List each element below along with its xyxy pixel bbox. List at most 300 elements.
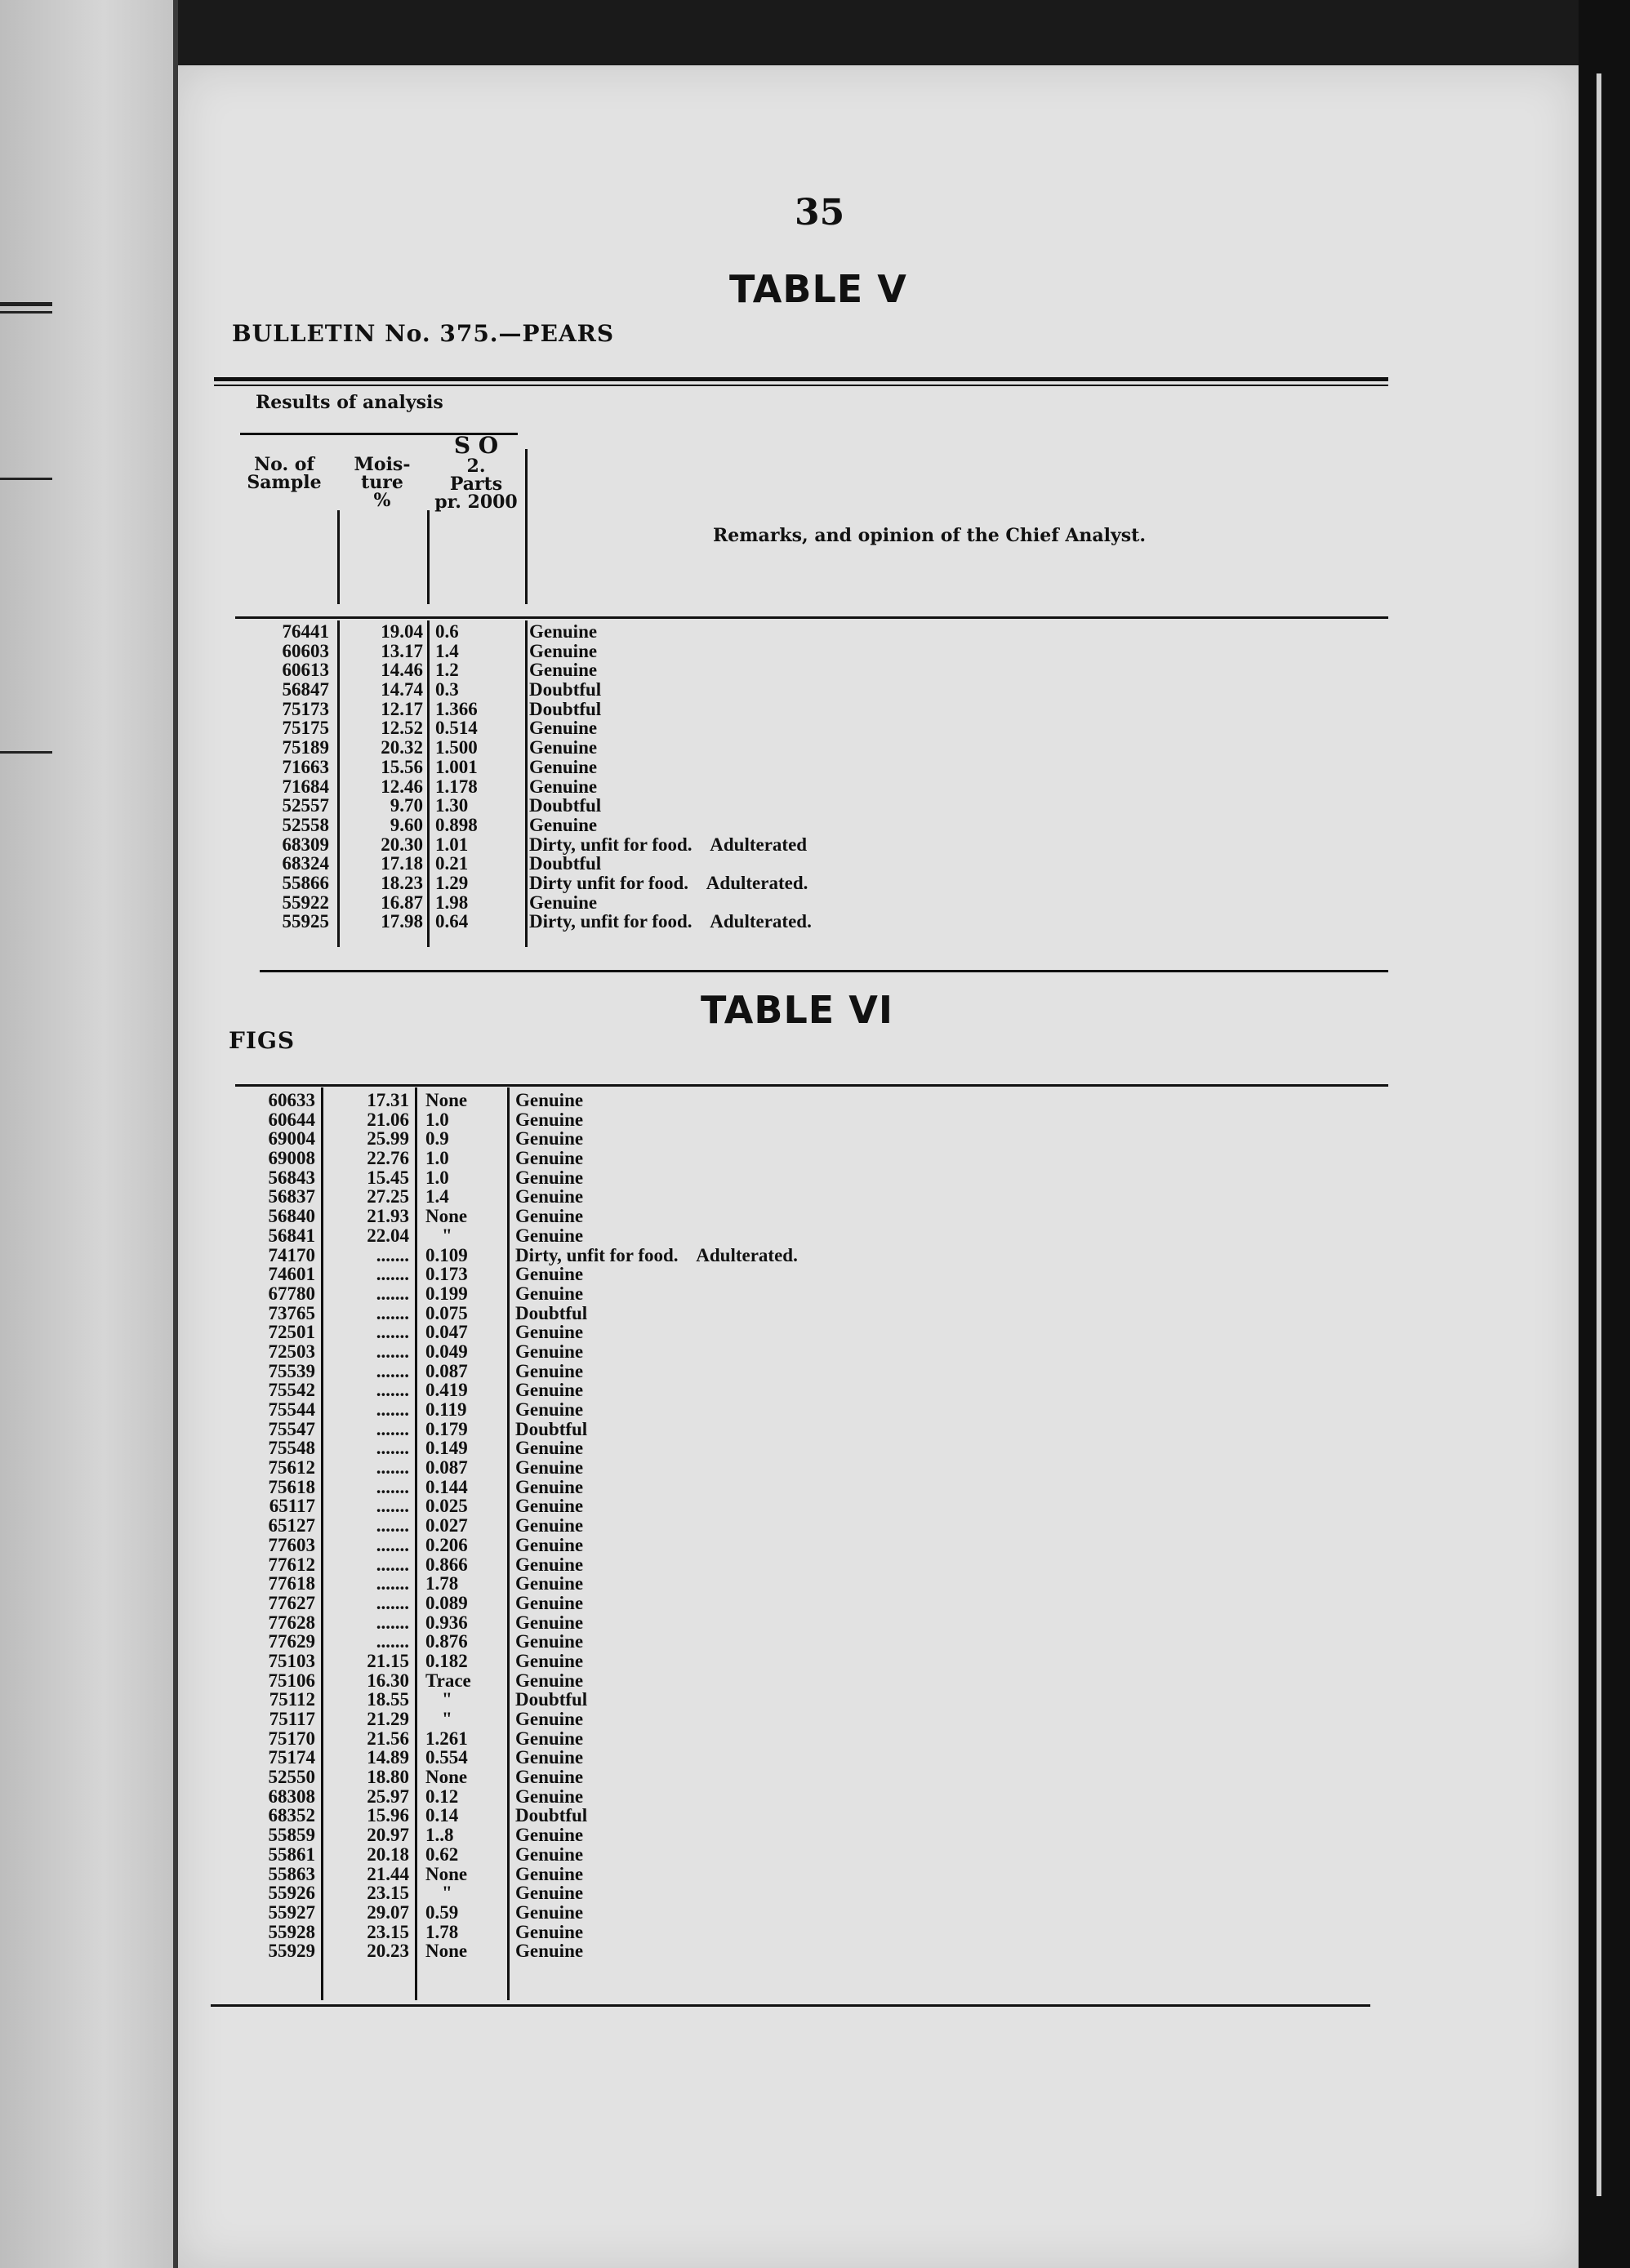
cell-sample-no: 60633 xyxy=(268,1090,315,1110)
col-header-text: pr. 2000 xyxy=(434,491,518,513)
table-vi-top-rule xyxy=(235,1084,1388,1087)
cell-so2: " xyxy=(442,1225,452,1246)
cell-sample-no: 74170 xyxy=(268,1244,315,1265)
cell-so2: 0.087 xyxy=(425,1360,468,1381)
cell-so2: 0.119 xyxy=(425,1399,467,1420)
cell-moisture: 12.52 xyxy=(381,718,423,739)
page xyxy=(178,65,1579,2268)
table-vi-body xyxy=(225,1091,1287,1961)
cell-sample-no: 75544 xyxy=(268,1399,315,1420)
cell-so2: 0.554 xyxy=(425,1747,468,1768)
table-v-bottom-rule xyxy=(260,970,1388,972)
cell-so2: 0.199 xyxy=(425,1283,468,1304)
cell-sample-no: 75539 xyxy=(268,1360,315,1381)
cell-so2: 0.179 xyxy=(425,1418,468,1439)
cell-remarks: Genuine xyxy=(515,1863,584,1884)
cell-remarks: Genuine xyxy=(515,1399,584,1420)
cell-sample-no: 55926 xyxy=(268,1883,315,1904)
cell-remarks: Genuine xyxy=(515,1225,584,1246)
cell-moisture: 13.17 xyxy=(381,640,423,661)
cell-moisture: 14.74 xyxy=(381,679,423,700)
cell-sample-no: 65117 xyxy=(269,1496,315,1517)
cell-remarks: Doubtful xyxy=(529,679,602,700)
cell-so2: 1.30 xyxy=(435,795,469,816)
table-row xyxy=(239,680,1301,700)
cell-sample-no: 56840 xyxy=(268,1206,315,1227)
cell-remarks: Genuine xyxy=(515,1283,584,1304)
table-row xyxy=(225,1594,1287,1613)
cell-moisture: 21.93 xyxy=(367,1206,409,1227)
cell-moisture: ....... xyxy=(376,1592,409,1613)
cell-remarks: Doubtful xyxy=(529,853,602,874)
cell-so2: 0.047 xyxy=(425,1322,468,1343)
table-row xyxy=(239,835,1301,855)
cell-remarks: Genuine xyxy=(515,1767,584,1788)
cell-sample-no: 75106 xyxy=(268,1670,315,1691)
cell-sample-no: 68309 xyxy=(282,834,329,855)
cell-so2: 1.78 xyxy=(425,1921,459,1942)
cell-moisture: 25.99 xyxy=(367,1128,409,1150)
cell-remarks: Genuine xyxy=(515,1322,584,1343)
cell-moisture: 9.70 xyxy=(390,795,423,816)
table-row xyxy=(225,1110,1287,1130)
left-page-rule xyxy=(0,302,52,306)
cell-sample-no: 77627 xyxy=(268,1592,315,1613)
cell-so2: 1.178 xyxy=(435,776,478,797)
table-row xyxy=(239,642,1301,661)
cell-remarks: Genuine xyxy=(529,737,598,758)
cell-sample-no: 55863 xyxy=(268,1863,315,1884)
cell-sample-no: 75548 xyxy=(268,1438,315,1459)
cell-remarks: Genuine xyxy=(515,1341,584,1362)
cell-so2: 0.866 xyxy=(425,1554,468,1575)
cell-remarks: Genuine xyxy=(529,814,598,835)
cell-so2: 1.500 xyxy=(435,737,478,758)
cell-so2: 0.6 xyxy=(435,621,459,642)
cell-moisture: 9.60 xyxy=(390,814,423,835)
table-row xyxy=(225,1690,1287,1710)
cell-moisture: 22.04 xyxy=(367,1225,409,1246)
table-row xyxy=(225,1458,1287,1478)
left-page-rule xyxy=(0,478,52,480)
cell-moisture: 21.29 xyxy=(367,1709,409,1729)
cell-sample-no: 75170 xyxy=(268,1728,315,1749)
cell-sample-no: 75542 xyxy=(268,1380,315,1401)
table-v-body xyxy=(239,622,1301,932)
col-header-text: Sample xyxy=(247,472,322,493)
cell-moisture: 23.15 xyxy=(367,1883,409,1904)
cell-so2: 0.173 xyxy=(425,1264,468,1285)
cell-remarks: Genuine xyxy=(515,1360,584,1381)
cell-moisture: 17.31 xyxy=(367,1090,409,1110)
cell-remarks: Dirty, unfit for food. Adulterated. xyxy=(515,1244,798,1265)
cell-so2: 0.109 xyxy=(425,1244,468,1265)
col-header-so2 xyxy=(431,434,521,511)
cell-moisture: 15.45 xyxy=(367,1167,409,1188)
cell-remarks: Genuine xyxy=(515,1515,584,1536)
cell-moisture: 18.80 xyxy=(367,1767,409,1788)
cell-so2: None xyxy=(425,1206,468,1227)
cell-remarks: Dirty, unfit for food. Adulterated. xyxy=(529,911,812,932)
cell-sample-no: 68324 xyxy=(282,853,329,874)
cell-so2: 0.3 xyxy=(435,679,459,700)
cell-remarks: Genuine xyxy=(515,1883,584,1904)
table-row xyxy=(225,1923,1287,1942)
cell-remarks: Genuine xyxy=(515,1921,584,1942)
cell-remarks: Genuine xyxy=(515,1670,584,1691)
table-row xyxy=(225,1091,1287,1110)
cell-moisture: ....... xyxy=(376,1283,409,1304)
table-row xyxy=(225,1246,1287,1265)
cell-sample-no: 77612 xyxy=(268,1554,315,1575)
cell-moisture: ....... xyxy=(376,1476,409,1497)
table-row xyxy=(225,1284,1287,1304)
cell-remarks: Genuine xyxy=(529,776,598,797)
results-header: Results of analysis xyxy=(256,392,443,413)
col-header-text: % xyxy=(373,490,391,511)
table-row xyxy=(225,1129,1287,1149)
cell-moisture: 23.15 xyxy=(367,1921,409,1942)
cell-so2: 0.182 xyxy=(425,1650,468,1671)
cell-moisture: ....... xyxy=(376,1496,409,1517)
cell-so2: Trace xyxy=(425,1670,471,1691)
table-row xyxy=(225,1420,1287,1439)
header-bottom-rule xyxy=(235,616,1388,619)
cell-moisture: ....... xyxy=(376,1612,409,1633)
table-v-subtitle: BULLETIN No. 375.—PEARS xyxy=(232,320,615,347)
table-row xyxy=(239,738,1301,758)
cell-sample-no: 60613 xyxy=(282,660,329,681)
cell-so2: 0.14 xyxy=(425,1805,459,1826)
table-row xyxy=(225,1265,1287,1284)
cell-remarks: Genuine xyxy=(529,621,598,642)
cell-remarks: Genuine xyxy=(515,1554,584,1575)
cell-so2: 0.049 xyxy=(425,1341,468,1362)
cell-remarks: Doubtful xyxy=(529,795,602,816)
table-v-title: TABLE V xyxy=(729,267,907,311)
cell-sample-no: 75618 xyxy=(268,1476,315,1497)
cell-so2: 0.025 xyxy=(425,1496,468,1517)
cell-remarks: Genuine xyxy=(529,660,598,681)
table-row xyxy=(239,718,1301,738)
table-row xyxy=(239,854,1301,874)
table-row xyxy=(239,912,1301,932)
cell-so2: 0.027 xyxy=(425,1515,468,1536)
cell-sample-no: 60603 xyxy=(282,640,329,661)
cell-moisture: 17.18 xyxy=(381,853,423,874)
table-row xyxy=(225,1226,1287,1246)
table-row xyxy=(239,816,1301,835)
cell-sample-no: 65127 xyxy=(268,1515,315,1536)
cell-moisture: 17.98 xyxy=(381,911,423,932)
table-row xyxy=(239,622,1301,642)
cell-sample-no: 71663 xyxy=(282,756,329,777)
table-row xyxy=(225,1806,1287,1826)
cell-sample-no: 72503 xyxy=(268,1341,315,1362)
cell-moisture: 27.25 xyxy=(367,1186,409,1207)
table-row xyxy=(225,1536,1287,1555)
cell-moisture: ....... xyxy=(376,1534,409,1555)
cell-moisture: 15.56 xyxy=(381,756,423,777)
table-row xyxy=(225,1941,1287,1961)
cell-remarks: Genuine xyxy=(515,1825,584,1846)
cell-moisture: ....... xyxy=(376,1264,409,1285)
table-row xyxy=(225,1187,1287,1207)
cell-moisture: 21.44 xyxy=(367,1863,409,1884)
cell-so2: 0.12 xyxy=(425,1785,459,1807)
table-row xyxy=(225,1632,1287,1652)
cell-remarks: Doubtful xyxy=(529,698,602,719)
cell-so2: " xyxy=(442,1709,452,1729)
cell-moisture: ....... xyxy=(376,1418,409,1439)
cell-remarks: Genuine xyxy=(515,1148,584,1169)
cell-sample-no: 55927 xyxy=(268,1901,315,1923)
cell-remarks: Genuine xyxy=(515,1090,584,1110)
col-header-text: Mois- xyxy=(354,454,411,475)
cell-moisture: 16.30 xyxy=(367,1670,409,1691)
cell-moisture: ....... xyxy=(376,1573,409,1594)
cell-remarks: Doubtful xyxy=(515,1418,588,1439)
column-divider xyxy=(337,510,340,604)
cell-remarks: Genuine xyxy=(515,1438,584,1459)
table-row xyxy=(225,1729,1287,1749)
cell-moisture: ....... xyxy=(376,1631,409,1652)
table-row xyxy=(225,1478,1287,1497)
cell-so2: 0.075 xyxy=(425,1302,468,1323)
cell-so2: 0.206 xyxy=(425,1534,468,1555)
cell-sample-no: 75547 xyxy=(268,1418,315,1439)
cell-so2: 0.64 xyxy=(435,911,469,932)
top-rule xyxy=(214,377,1388,381)
cell-sample-no: 75189 xyxy=(282,737,329,758)
cell-sample-no: 52550 xyxy=(268,1767,315,1788)
table-vi-title: TABLE VI xyxy=(701,988,893,1032)
cell-sample-no: 69008 xyxy=(268,1148,315,1169)
cell-remarks: Doubtful xyxy=(515,1805,588,1826)
cell-remarks: Genuine xyxy=(515,1264,584,1285)
table-row xyxy=(225,1439,1287,1458)
cell-so2: 1.0 xyxy=(425,1167,449,1188)
cell-moisture: 20.97 xyxy=(367,1825,409,1846)
cell-remarks: Genuine xyxy=(515,1941,584,1962)
cell-remarks: Genuine xyxy=(515,1785,584,1807)
cell-remarks: Genuine xyxy=(515,1573,584,1594)
cell-so2: 0.62 xyxy=(425,1843,459,1865)
page-edge-line xyxy=(1597,73,1601,2196)
cell-sample-no: 56841 xyxy=(268,1225,315,1246)
cell-moisture: ....... xyxy=(376,1341,409,1362)
cell-moisture: 18.55 xyxy=(367,1689,409,1710)
cell-so2: 1.2 xyxy=(435,660,459,681)
cell-remarks: Genuine xyxy=(515,1476,584,1497)
cell-moisture: 21.06 xyxy=(367,1109,409,1130)
table-vi-subtitle: FIGS xyxy=(229,1027,296,1054)
cell-sample-no: 55929 xyxy=(268,1941,315,1962)
top-rule xyxy=(214,385,1388,386)
cell-sample-no: 75173 xyxy=(282,698,329,719)
table-row xyxy=(225,1574,1287,1594)
table-row xyxy=(225,1865,1287,1884)
table-row xyxy=(225,1149,1287,1168)
cell-remarks: Genuine xyxy=(515,1457,584,1479)
table-row xyxy=(225,1342,1287,1362)
table-row xyxy=(225,1207,1287,1226)
cell-remarks: Genuine xyxy=(515,1496,584,1517)
cell-moisture: 20.18 xyxy=(367,1843,409,1865)
cell-moisture: 16.87 xyxy=(381,892,423,913)
cell-so2: 0.59 xyxy=(425,1901,459,1923)
cell-sample-no: 55925 xyxy=(282,911,329,932)
table-row xyxy=(225,1652,1287,1671)
left-page-edge xyxy=(0,0,173,2268)
cell-remarks: Genuine xyxy=(515,1167,584,1188)
cell-moisture: 18.23 xyxy=(381,872,423,893)
cell-moisture: 20.30 xyxy=(381,834,423,855)
table-row xyxy=(239,796,1301,816)
table-row xyxy=(239,758,1301,777)
cell-moisture: ....... xyxy=(376,1554,409,1575)
cell-sample-no: 55928 xyxy=(268,1921,315,1942)
cell-sample-no: 60644 xyxy=(268,1109,315,1130)
cell-so2: " xyxy=(442,1689,452,1710)
cell-moisture: ....... xyxy=(376,1457,409,1479)
cell-moisture: 22.76 xyxy=(367,1148,409,1169)
cell-sample-no: 75103 xyxy=(268,1650,315,1671)
cell-sample-no: 77603 xyxy=(268,1534,315,1555)
cell-sample-no: 76441 xyxy=(282,621,329,642)
cell-so2: 0.9 xyxy=(425,1128,449,1150)
cell-moisture: ....... xyxy=(376,1399,409,1420)
cell-moisture: 14.46 xyxy=(381,660,423,681)
cell-sample-no: 77628 xyxy=(268,1612,315,1633)
table-row xyxy=(225,1613,1287,1633)
cell-sample-no: 72501 xyxy=(268,1322,315,1343)
cell-moisture: ....... xyxy=(376,1302,409,1323)
table-row xyxy=(225,1883,1287,1903)
cell-moisture: 14.89 xyxy=(367,1747,409,1768)
cell-moisture: 15.96 xyxy=(367,1805,409,1826)
cell-sample-no: 55859 xyxy=(268,1825,315,1846)
cell-so2: 0.898 xyxy=(435,814,478,835)
table-row xyxy=(239,700,1301,719)
cell-so2: 1.0 xyxy=(425,1109,449,1130)
table-row xyxy=(225,1768,1287,1787)
table-row xyxy=(225,1845,1287,1865)
cell-so2: 0.144 xyxy=(425,1476,468,1497)
column-divider xyxy=(525,449,528,604)
cell-remarks: Dirty, unfit for food. Adulterated xyxy=(529,834,808,855)
table-row xyxy=(225,1671,1287,1691)
col-header-moisture xyxy=(337,456,427,509)
cell-so2: 0.876 xyxy=(425,1631,468,1652)
cell-so2: 0.936 xyxy=(425,1612,468,1633)
cell-remarks: Genuine xyxy=(515,1709,584,1729)
cell-sample-no: 77629 xyxy=(268,1631,315,1652)
cell-so2: 0.087 xyxy=(425,1457,468,1479)
cell-remarks: Genuine xyxy=(529,756,598,777)
cell-remarks: Genuine xyxy=(515,1534,584,1555)
cell-so2: 0.419 xyxy=(425,1380,468,1401)
cell-remarks: Genuine xyxy=(515,1650,584,1671)
col-header-text: ture xyxy=(361,472,403,493)
cell-moisture: 20.32 xyxy=(381,737,423,758)
table-row xyxy=(225,1516,1287,1536)
cell-moisture: ....... xyxy=(376,1244,409,1265)
table-row xyxy=(225,1710,1287,1729)
cell-moisture: 21.15 xyxy=(367,1650,409,1671)
cell-remarks: Genuine xyxy=(515,1612,584,1633)
cell-moisture: 29.07 xyxy=(367,1901,409,1923)
cell-sample-no: 67780 xyxy=(268,1283,315,1304)
cell-moisture: ....... xyxy=(376,1322,409,1343)
cell-so2: 1.78 xyxy=(425,1573,459,1594)
cell-remarks: Genuine xyxy=(515,1186,584,1207)
cell-moisture: ....... xyxy=(376,1438,409,1459)
cell-so2: 1.01 xyxy=(435,834,469,855)
cell-remarks: Genuine xyxy=(529,892,598,913)
cell-remarks: Genuine xyxy=(515,1901,584,1923)
cell-sample-no: 75117 xyxy=(269,1709,315,1729)
cell-remarks: Genuine xyxy=(515,1728,584,1749)
cell-so2: None xyxy=(425,1863,468,1884)
table-row xyxy=(225,1555,1287,1575)
table-row xyxy=(225,1400,1287,1420)
cell-sample-no: 56843 xyxy=(268,1167,315,1188)
cell-moisture: 12.46 xyxy=(381,776,423,797)
cell-moisture: 21.56 xyxy=(367,1728,409,1749)
table-row xyxy=(225,1168,1287,1188)
cell-so2: None xyxy=(425,1941,468,1962)
table-row xyxy=(239,874,1301,893)
cell-sample-no: 74601 xyxy=(268,1264,315,1285)
left-page-rule xyxy=(0,751,52,754)
cell-sample-no: 77618 xyxy=(268,1573,315,1594)
cell-sample-no: 73765 xyxy=(268,1302,315,1323)
col-header-remarks: Remarks, and opinion of the Chief Analyst. xyxy=(713,525,1146,546)
cell-so2: 1.0 xyxy=(425,1148,449,1169)
cell-sample-no: 55866 xyxy=(282,872,329,893)
cell-so2: 1.261 xyxy=(425,1728,468,1749)
cell-sample-no: 55922 xyxy=(282,892,329,913)
cell-moisture: ....... xyxy=(376,1515,409,1536)
cell-moisture: ....... xyxy=(376,1360,409,1381)
table-row xyxy=(239,777,1301,797)
cell-remarks: Genuine xyxy=(515,1631,584,1652)
table-row xyxy=(225,1903,1287,1923)
cell-remarks: Genuine xyxy=(515,1592,584,1613)
column-divider xyxy=(427,510,430,604)
cell-so2: 0.149 xyxy=(425,1438,468,1459)
cell-so2: 1.4 xyxy=(425,1186,449,1207)
cell-sample-no: 68352 xyxy=(268,1805,315,1826)
cell-sample-no: 52557 xyxy=(282,795,329,816)
left-page-rule xyxy=(0,311,52,314)
cell-moisture: 25.97 xyxy=(367,1785,409,1807)
table-row xyxy=(225,1362,1287,1381)
col-header-text: No. of xyxy=(254,454,314,475)
cell-sample-no: 52558 xyxy=(282,814,329,835)
cell-remarks: Genuine xyxy=(529,640,598,661)
cell-sample-no: 56837 xyxy=(268,1186,315,1207)
cell-moisture: 12.17 xyxy=(381,698,423,719)
cell-sample-no: 69004 xyxy=(268,1128,315,1150)
cell-so2: None xyxy=(425,1767,468,1788)
table-row xyxy=(225,1496,1287,1516)
cell-remarks: Dirty unfit for food. Adulterated. xyxy=(529,872,808,893)
cell-remarks: Genuine xyxy=(529,718,598,739)
cell-remarks: Genuine xyxy=(515,1128,584,1150)
cell-moisture: ....... xyxy=(376,1380,409,1401)
